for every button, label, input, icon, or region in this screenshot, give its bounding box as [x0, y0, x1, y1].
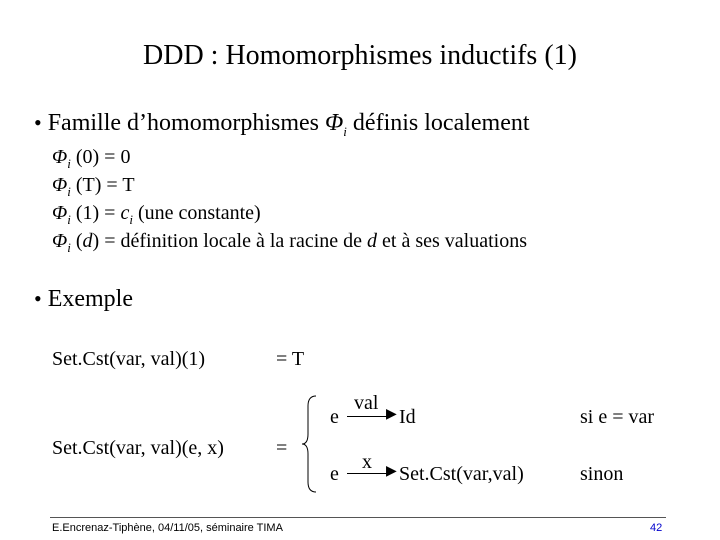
curly-brace	[300, 394, 320, 494]
arrow-right-icon: ▶	[386, 407, 397, 422]
case1-arrow-line	[347, 416, 389, 417]
bullet-famille	[34, 110, 530, 140]
rule-d: $\Phi_i$ (d) = définition locale à la racine de d et à ses valuations	[52, 230, 527, 255]
example-line2-eq: =	[276, 437, 288, 459]
footer-author: E.Encrenaz-Tiphène, 04/11/05, séminaire TIMA	[52, 522, 283, 534]
bullet-text: Famille d’homomorphismes	[47, 110, 320, 136]
case2-cond: sinon	[580, 463, 624, 485]
slide-title: DDD : Homomorphismes inductifs (1)	[143, 40, 577, 71]
case1-cond: si e = var	[580, 406, 655, 428]
footer-divider	[50, 517, 666, 518]
case1-to: Id	[399, 406, 416, 428]
bullet-exemple	[34, 286, 133, 313]
example-line2-lhs: Set.Cst(var, val)(e, x)	[52, 437, 224, 459]
case2-from: e	[330, 463, 339, 485]
case2-arrow-line	[347, 473, 389, 474]
phi-symbol: $\Phi_i$	[325, 110, 347, 139]
rule-zero: $\Phi_i$ (0) = 0	[52, 146, 131, 171]
bullet-text: Exemple	[47, 286, 134, 312]
rule-top: $\Phi_i$ (T) = T	[52, 174, 135, 199]
arrow-right-icon: ▶	[386, 464, 397, 479]
case1-from: e	[330, 406, 339, 428]
page-number: 42	[650, 522, 663, 534]
case2-label: x	[362, 451, 372, 473]
example-line1-lhs: Set.Cst(var, val)(1)	[52, 348, 206, 370]
bullet-text-after: définis localement	[346, 110, 530, 136]
case2-to: Set.Cst(var,val)	[399, 463, 524, 485]
example-line1-rhs: = T	[276, 348, 305, 370]
bullet-icon: •	[34, 286, 42, 311]
bullet-icon: •	[34, 110, 42, 135]
rule-one: $\Phi_i$ $(1) = c_i$ (une constante)	[52, 202, 261, 227]
case1-label: val	[354, 392, 379, 414]
